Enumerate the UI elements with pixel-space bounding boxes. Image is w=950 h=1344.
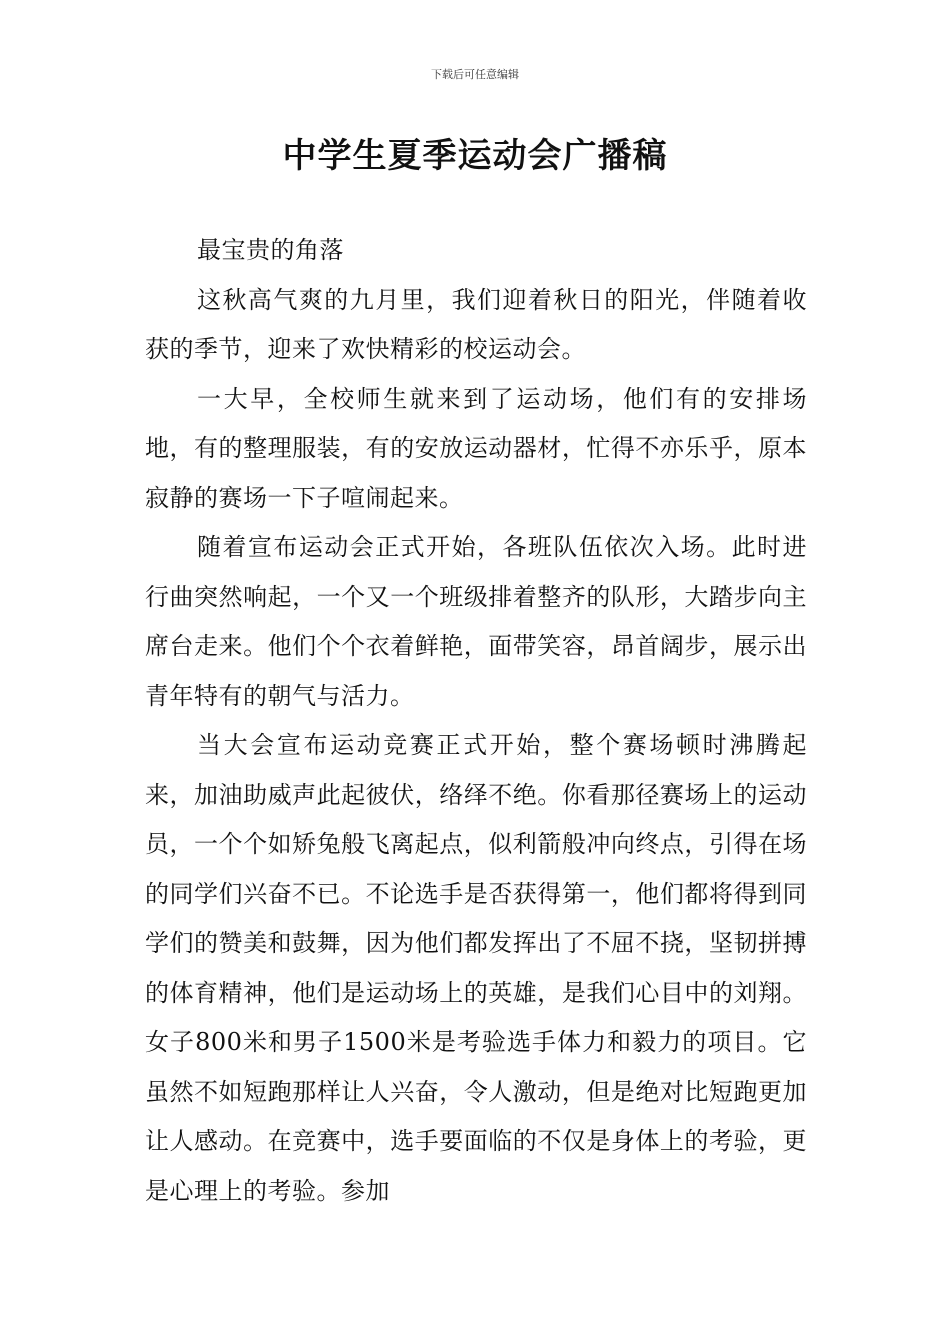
document-title: 中学生夏季运动会广播稿 bbox=[282, 136, 668, 176]
paragraph: 当大会宣布运动竞赛正式开始，整个赛场顿时沸腾起来，加油助威声此起彼伏，络绎不绝。你看那径赛场上的运动员，一个个如矫兔般飞离起点，似利箭般冲向终点，引得在场的同学们兴奋不已。不论选手是否获得第一，他们都将得到同学们的赞美和鼓舞，因为他们都发挥出了不屈不挠，坚韧拼搏的体育精神，他们是运动场上的英雄，是我们心目中的刘翔。女子800米和男子1500米是考验选手体力和毅力的项目。它虽然不如短跑那样让人兴奋，令人激动，但是绝对比短跑更加让人感动。在竞赛中，选手要面临的不仅是身体上的考验，更是心理上的考验。参加 bbox=[145, 731, 807, 1205]
paragraph-subtitle: 最宝贵的角落 bbox=[197, 236, 344, 264]
header-note: 下载后可任意编辑 bbox=[431, 68, 519, 81]
paragraph: 这秋高气爽的九月里，我们迎着秋日的阳光，伴随着收获的季节，迎来了欢快精彩的校运动会。 bbox=[145, 285, 807, 363]
paragraph: 随着宣布运动会正式开始，各班队伍依次入场。此时进行曲突然响起，一个又一个班级排着整齐的队形，大踏步向主席台走来。他们个个衣着鲜艳，面带笑容，昂首阔步，展示出青年特有的朝气与活力。 bbox=[145, 533, 807, 710]
document-body bbox=[145, 226, 807, 1216]
paragraph: 一大早，全校师生就来到了运动场，他们有的安排场地，有的整理服装，有的安放运动器材，忙得不亦乐乎，原本寂静的赛场一下子喧闹起来。 bbox=[145, 384, 807, 512]
